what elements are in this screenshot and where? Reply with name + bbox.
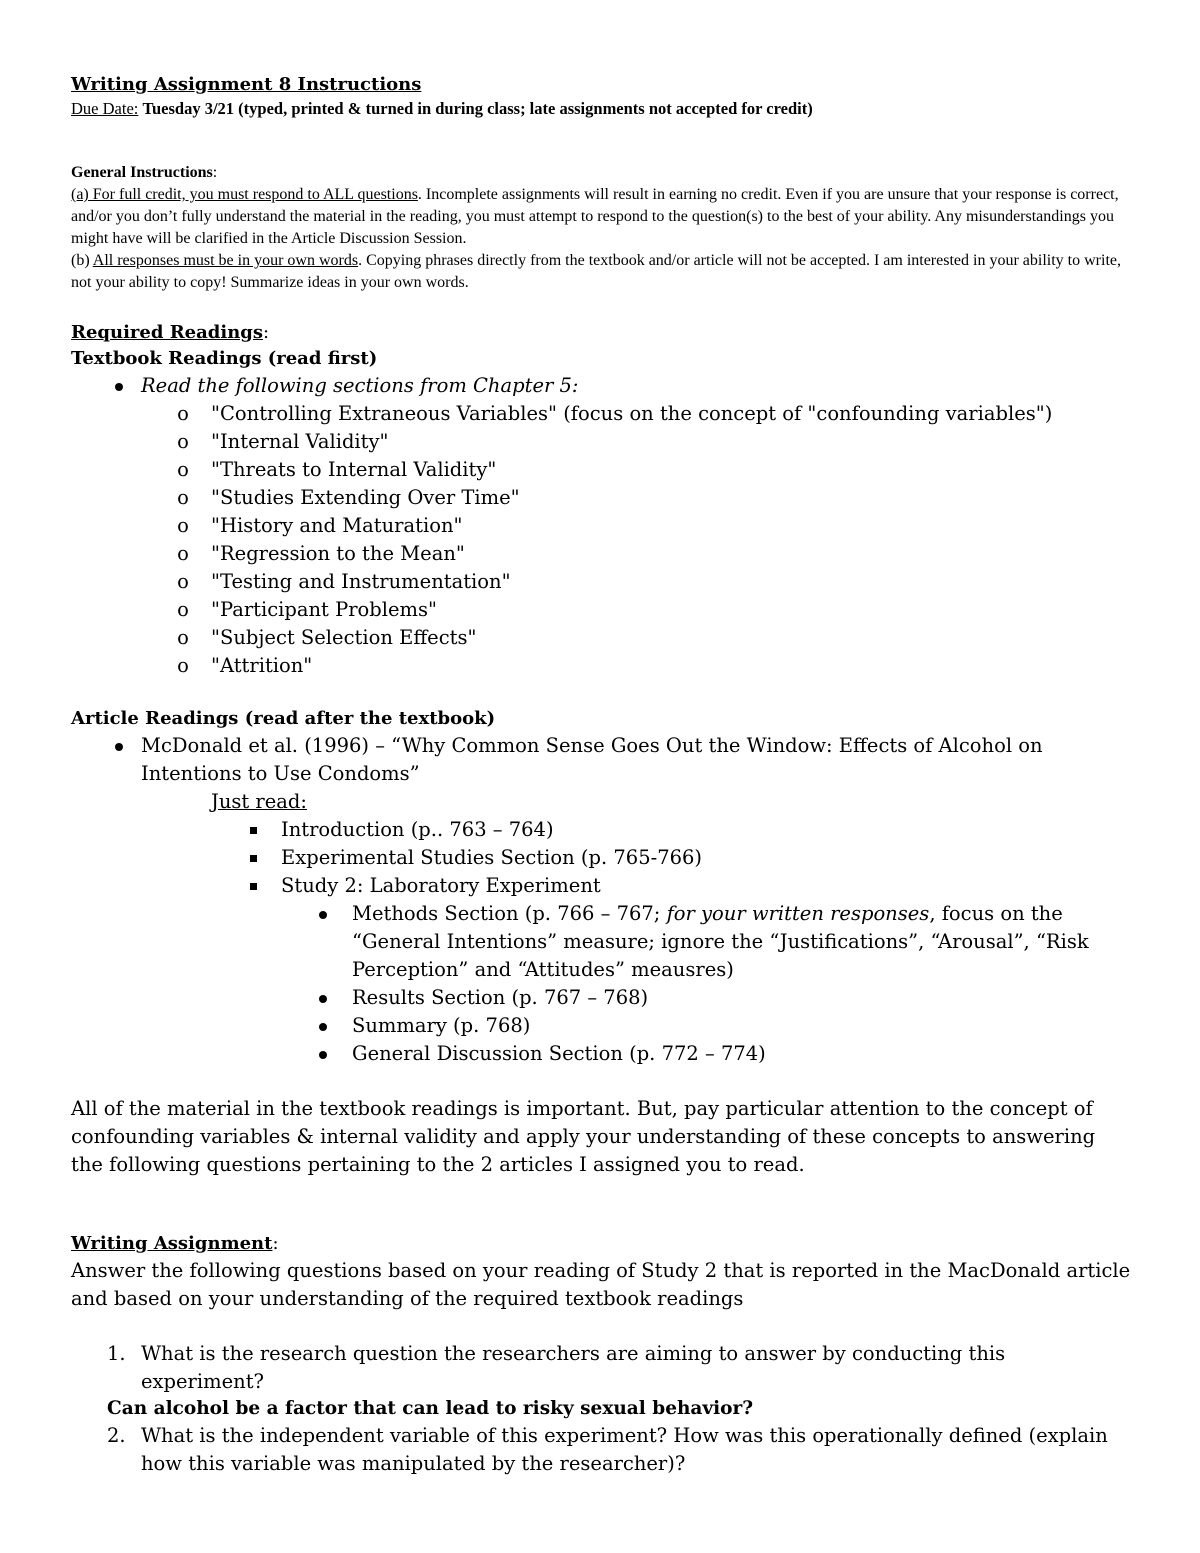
- textbook-intro-item: Read the following sections from Chapter 5:: [71, 372, 1131, 400]
- page-title: Writing Assignment 8 Instructions: [71, 74, 422, 95]
- list-item: Methods Section (p. 766 – 767; for your written responses, focus on the “General Intentions” measure; ignore the “Justifications”, “Arousal”, “Risk Perception” and “Attitudes” meausres): [71, 900, 1131, 984]
- list-item: General Discussion Section (p. 772 – 774): [71, 1040, 1131, 1068]
- list-item: o "Internal Validity": [71, 428, 1131, 456]
- due-date-line: [71, 98, 1131, 120]
- circle-bullet-icon: o: [177, 430, 189, 453]
- square-bullet-icon: [243, 872, 263, 900]
- list-item: Experimental Studies Section (p. 765-766): [71, 844, 1131, 872]
- general-instruction-a: (a) For full credit, you must respond to ALL questions. Incomplete assignments will result in earning no credit. Even if you are unsure that your response is correct, and/or you don’t fully understand the material in the reading, you must attempt to respond to the question(s) to the best of your ability. Any misunderstandings you might have will be clarified in the Article Discussion Session.: [71, 186, 1119, 247]
- circle-bullet-icon: o: [177, 402, 189, 425]
- question-1: 1. What is the research question the researchers are aiming to answer by conducting this experiment?: [107, 1342, 1006, 1393]
- bullet-icon: [313, 900, 333, 928]
- writing-assignment-heading: Writing Assignment:: [71, 1233, 279, 1254]
- general-instruction-b: (b) All responses must be in your own words. Copying phrases directly from the textbook and/or article will not be accepted. I am interested in your ability to write, not your ability to copy! Summarize ideas in your own words.: [71, 252, 1121, 291]
- bullet-icon: [109, 732, 129, 760]
- question-2: 2. What is the independent variable of this experiment? How was this operationally defined (explain how this variable was manipulated by the researcher)?: [107, 1424, 1108, 1475]
- due-date-value: Tuesday 3/21 (typed, printed & turned in during class; late assignments not accepted for credit): [142, 99, 813, 118]
- circle-bullet-icon: o: [177, 458, 189, 481]
- circle-bullet-icon: o: [177, 598, 189, 621]
- question-number: 2.: [107, 1424, 126, 1447]
- answer-1: Can alcohol be a factor that can lead to risky sexual behavior?: [107, 1398, 754, 1419]
- circle-bullet-icon: o: [177, 570, 189, 593]
- list-item: Introduction (p.. 763 – 764): [71, 816, 1131, 844]
- list-item: o "Participant Problems": [71, 596, 1131, 624]
- list-item: o "Threats to Internal Validity": [71, 456, 1131, 484]
- circle-bullet-icon: o: [177, 626, 189, 649]
- document-page: [71, 72, 1131, 1478]
- list-item: Summary (p. 768): [71, 1012, 1131, 1040]
- bullet-icon: [313, 1012, 333, 1040]
- general-instructions-heading: General Instructions:: [71, 164, 218, 181]
- closing-paragraph: All of the material in the textbook readings is important. But, pay particular attention to the concept of confounding variables & internal validity and apply your understanding of these concepts to answering the following questions pertaining to the 2 articles I assigned you to read.: [71, 1097, 1096, 1176]
- square-bullet-icon: [243, 844, 263, 872]
- list-item: o "Attrition": [71, 652, 1131, 680]
- due-date-label: Due Date:: [71, 99, 139, 118]
- bullet-icon: [313, 984, 333, 1012]
- list-item: o "Subject Selection Effects": [71, 624, 1131, 652]
- required-readings-heading: Required Readings:: [71, 322, 270, 343]
- list-item: Results Section (p. 767 – 768): [71, 984, 1131, 1012]
- list-item: o "Regression to the Mean": [71, 540, 1131, 568]
- just-read-label: Just read:: [211, 790, 307, 813]
- bullet-icon: [109, 372, 129, 400]
- square-bullet-icon: [243, 816, 263, 844]
- circle-bullet-icon: o: [177, 542, 189, 565]
- chapter-sections-list: [71, 400, 1131, 680]
- bullet-icon: [313, 1040, 333, 1068]
- circle-bullet-icon: o: [177, 654, 189, 677]
- textbook-readings-heading: Textbook Readings (read first): [71, 348, 378, 369]
- article-readings-heading: Article Readings (read after the textbook): [71, 708, 496, 729]
- circle-bullet-icon: o: [177, 486, 189, 509]
- circle-bullet-icon: o: [177, 514, 189, 537]
- list-item: o "Studies Extending Over Time": [71, 484, 1131, 512]
- list-item: o "History and Maturation": [71, 512, 1131, 540]
- list-item: o "Controlling Extraneous Variables" (focus on the concept of "confounding variables"): [71, 400, 1131, 428]
- list-item: o "Testing and Instrumentation": [71, 568, 1131, 596]
- article-citation-item: McDonald et al. (1996) – “Why Common Sense Goes Out the Window: Effects of Alcohol on Intentions to Use Condoms”: [71, 732, 1131, 788]
- list-item: Study 2: Laboratory Experiment: [71, 872, 1131, 900]
- question-number: 1.: [107, 1342, 126, 1365]
- writing-intro: Answer the following questions based on your reading of Study 2 that is reported in the MacDonald article and based on your understanding of the required textbook readings: [71, 1259, 1131, 1310]
